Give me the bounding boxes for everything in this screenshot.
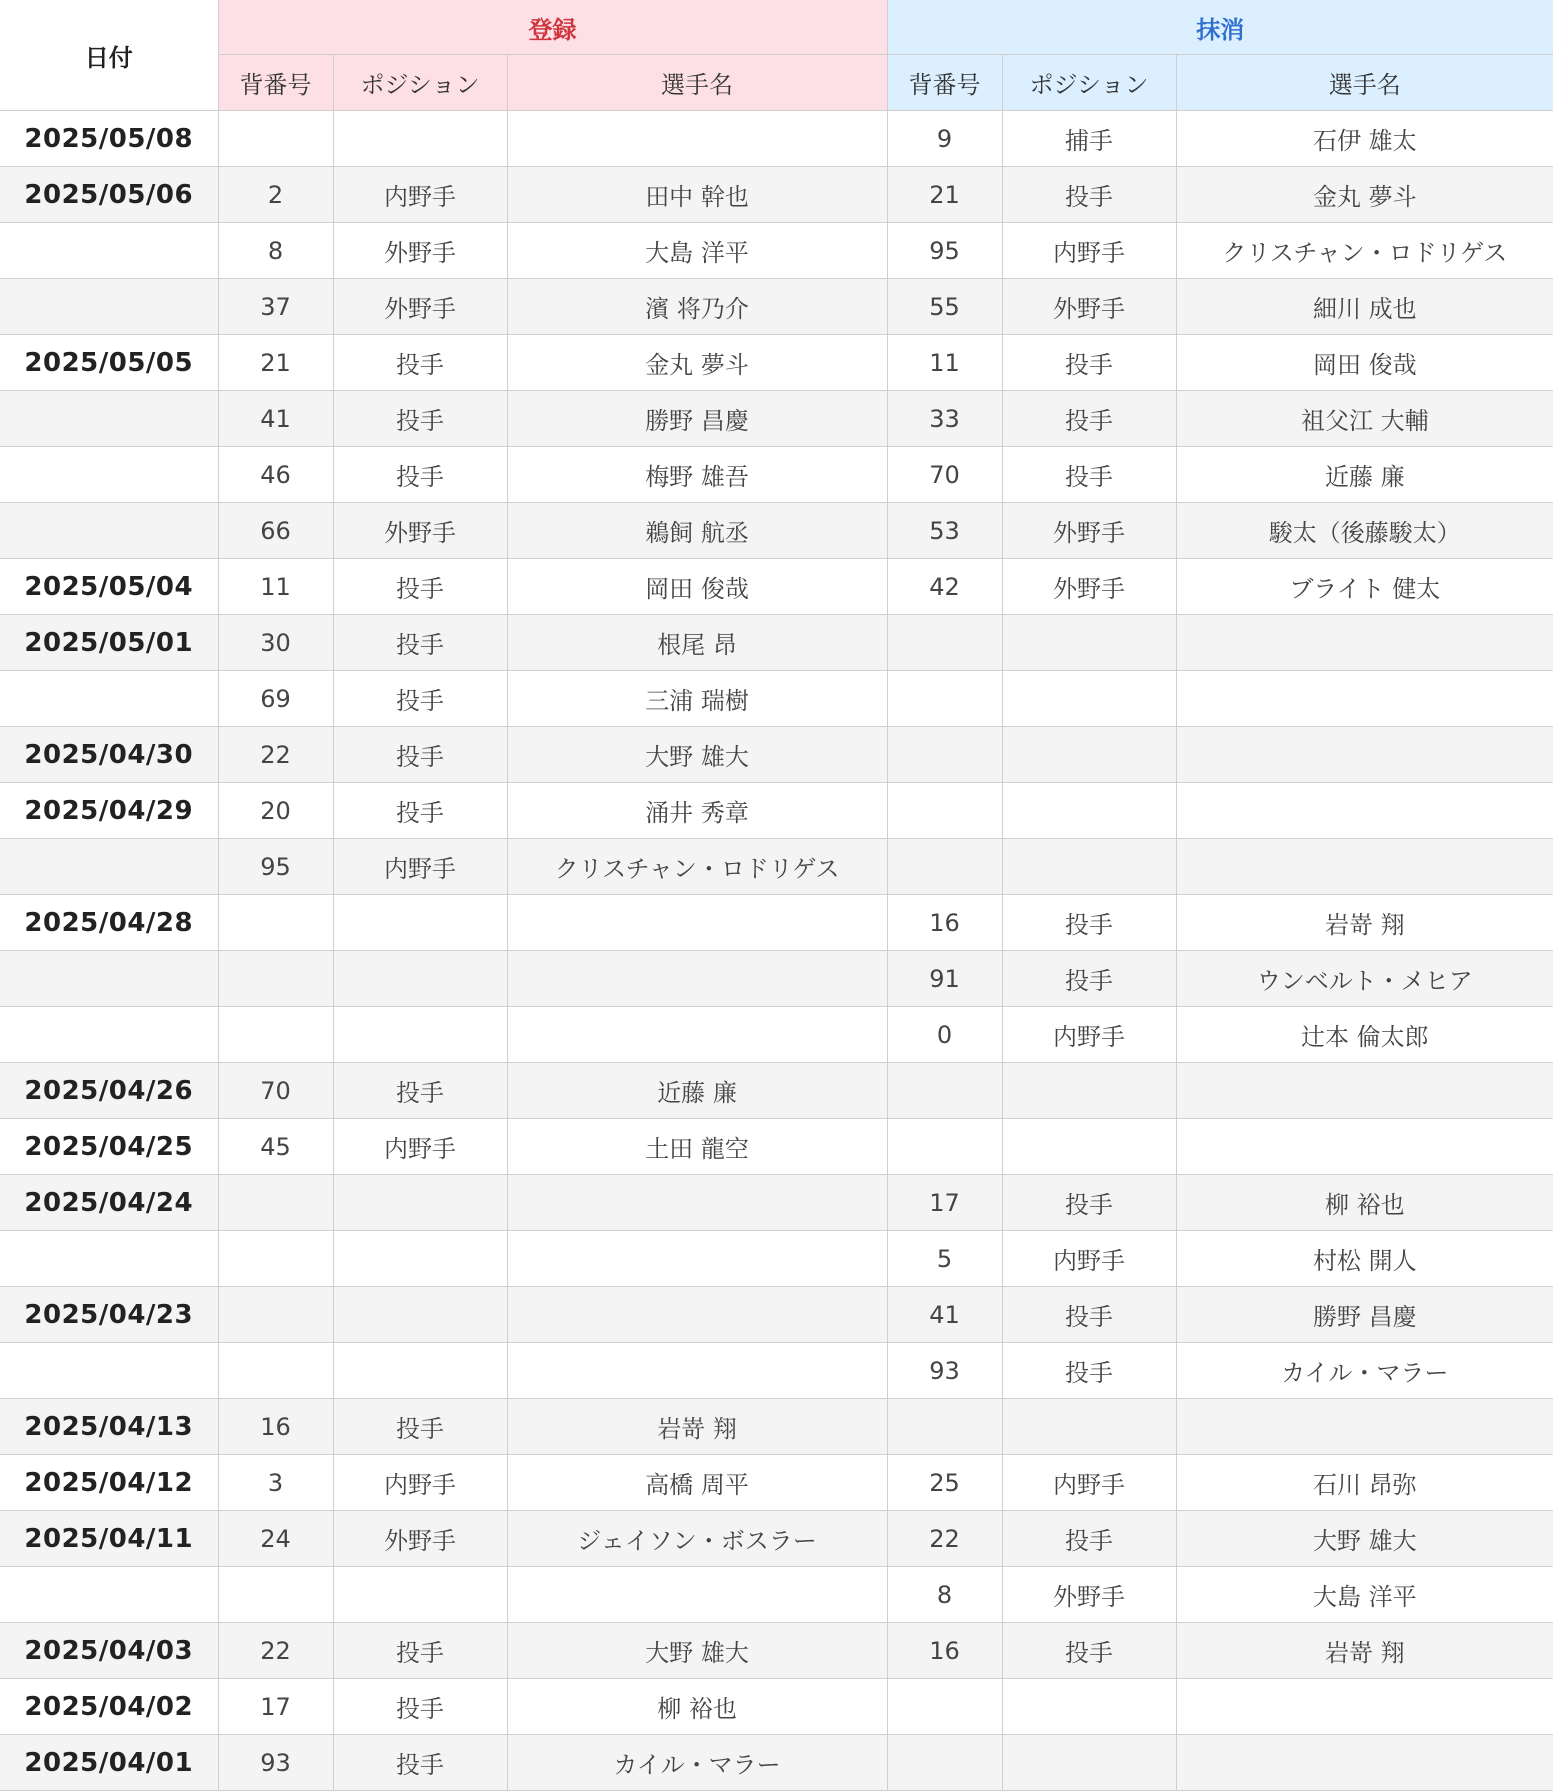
delete-number-cell: 21 <box>887 167 1002 223</box>
table-row <box>0 1007 1553 1063</box>
date-cell: 2025/04/30 <box>0 727 218 783</box>
delete-player-cell: 細川 成也 <box>1176 279 1553 335</box>
register-number-cell <box>218 1343 333 1399</box>
delete-number-cell: 33 <box>887 391 1002 447</box>
register-number-cell <box>218 1231 333 1287</box>
date-cell: 2025/05/01 <box>0 615 218 671</box>
register-number-cell: 24 <box>218 1511 333 1567</box>
register-position-cell: 投手 <box>333 559 507 615</box>
delete-position-cell: 投手 <box>1002 1287 1176 1343</box>
register-position-cell: 投手 <box>333 1623 507 1679</box>
delete-position-cell <box>1002 1063 1176 1119</box>
date-cell <box>0 223 218 279</box>
register-number-cell <box>218 1175 333 1231</box>
delete-player-cell: 勝野 昌慶 <box>1176 1287 1553 1343</box>
delete-position-cell: 投手 <box>1002 335 1176 391</box>
date-cell <box>0 1231 218 1287</box>
register-position-cell: 投手 <box>333 1063 507 1119</box>
delete-number-cell <box>887 1735 1002 1791</box>
delete-number-cell: 16 <box>887 1623 1002 1679</box>
register-player-header: 選手名 <box>507 55 887 111</box>
register-position-cell: 内野手 <box>333 167 507 223</box>
table-row <box>0 1399 1553 1455</box>
table-row <box>0 727 1553 783</box>
delete-player-cell: 祖父江 大輔 <box>1176 391 1553 447</box>
delete-player-cell: 柳 裕也 <box>1176 1175 1553 1231</box>
delete-position-cell <box>1002 783 1176 839</box>
register-player-cell <box>507 1007 887 1063</box>
delete-number-cell: 8 <box>887 1567 1002 1623</box>
delete-number-cell <box>887 839 1002 895</box>
register-number-cell: 37 <box>218 279 333 335</box>
delete-number-cell: 42 <box>887 559 1002 615</box>
register-position-cell: 投手 <box>333 447 507 503</box>
register-position-cell: 投手 <box>333 1399 507 1455</box>
delete-position-cell: 投手 <box>1002 951 1176 1007</box>
delete-position-cell: 内野手 <box>1002 1007 1176 1063</box>
register-player-cell: 勝野 昌慶 <box>507 391 887 447</box>
delete-player-cell <box>1176 727 1553 783</box>
register-number-cell: 30 <box>218 615 333 671</box>
register-number-cell <box>218 1287 333 1343</box>
delete-number-cell: 5 <box>887 1231 1002 1287</box>
register-number-cell: 93 <box>218 1735 333 1791</box>
delete-position-cell: 投手 <box>1002 1511 1176 1567</box>
date-cell: 2025/04/11 <box>0 1511 218 1567</box>
register-player-cell: 近藤 廉 <box>507 1063 887 1119</box>
register-number-cell: 3 <box>218 1455 333 1511</box>
delete-player-cell: 石伊 雄太 <box>1176 111 1553 167</box>
register-position-cell: 投手 <box>333 615 507 671</box>
delete-position-cell: 捕手 <box>1002 111 1176 167</box>
date-cell: 2025/04/29 <box>0 783 218 839</box>
date-column-header: 日付 <box>0 0 218 111</box>
delete-player-cell: クリスチャン・ロドリゲス <box>1176 223 1553 279</box>
delete-position-cell: 投手 <box>1002 1623 1176 1679</box>
register-player-cell <box>507 1343 887 1399</box>
table-row <box>0 1679 1553 1735</box>
register-player-cell: 大野 雄大 <box>507 727 887 783</box>
transactions-body <box>0 111 1553 1791</box>
table-row <box>0 1511 1553 1567</box>
register-player-cell: 梅野 雄吾 <box>507 447 887 503</box>
delete-position-cell: 内野手 <box>1002 223 1176 279</box>
register-player-cell: 高橋 周平 <box>507 1455 887 1511</box>
delete-player-cell: 大野 雄大 <box>1176 1511 1553 1567</box>
date-cell: 2025/04/03 <box>0 1623 218 1679</box>
delete-number-cell <box>887 615 1002 671</box>
delete-player-cell: 村松 開人 <box>1176 1231 1553 1287</box>
register-player-cell: 鵜飼 航丞 <box>507 503 887 559</box>
register-player-cell <box>507 111 887 167</box>
table-row <box>0 1119 1553 1175</box>
delete-player-cell: ウンベルト・メヒア <box>1176 951 1553 1007</box>
delete-group-header: 抹消 <box>887 0 1553 55</box>
register-player-cell: 岡田 俊哉 <box>507 559 887 615</box>
register-position-cell: 投手 <box>333 671 507 727</box>
register-number-cell: 11 <box>218 559 333 615</box>
register-player-cell: 三浦 瑞樹 <box>507 671 887 727</box>
date-cell <box>0 391 218 447</box>
register-position-cell: 外野手 <box>333 279 507 335</box>
register-position-cell: 投手 <box>333 335 507 391</box>
table-row <box>0 671 1553 727</box>
delete-position-cell <box>1002 1119 1176 1175</box>
table-row <box>0 1623 1553 1679</box>
delete-position-cell: 投手 <box>1002 447 1176 503</box>
register-player-cell: 涌井 秀章 <box>507 783 887 839</box>
date-cell <box>0 447 218 503</box>
register-number-cell <box>218 111 333 167</box>
delete-number-cell <box>887 1119 1002 1175</box>
table-row <box>0 895 1553 951</box>
delete-position-cell <box>1002 1399 1176 1455</box>
delete-number-cell: 17 <box>887 1175 1002 1231</box>
delete-player-cell: 金丸 夢斗 <box>1176 167 1553 223</box>
register-number-cell: 70 <box>218 1063 333 1119</box>
register-player-cell: 濱 将乃介 <box>507 279 887 335</box>
table-row <box>0 1287 1553 1343</box>
date-cell: 2025/04/12 <box>0 1455 218 1511</box>
delete-number-cell: 9 <box>887 111 1002 167</box>
register-player-cell: ジェイソン・ボスラー <box>507 1511 887 1567</box>
delete-player-cell <box>1176 671 1553 727</box>
register-position-cell <box>333 1175 507 1231</box>
delete-player-cell: 辻本 倫太郎 <box>1176 1007 1553 1063</box>
register-position-cell <box>333 1287 507 1343</box>
register-player-cell: 金丸 夢斗 <box>507 335 887 391</box>
date-cell: 2025/04/02 <box>0 1679 218 1735</box>
register-player-cell: 田中 幹也 <box>507 167 887 223</box>
register-number-cell: 16 <box>218 1399 333 1455</box>
table-row <box>0 1231 1553 1287</box>
date-cell: 2025/04/01 <box>0 1735 218 1791</box>
delete-player-cell <box>1176 839 1553 895</box>
delete-player-header: 選手名 <box>1176 55 1553 111</box>
register-player-cell <box>507 1567 887 1623</box>
table-row <box>0 1455 1553 1511</box>
table-row <box>0 1175 1553 1231</box>
date-cell <box>0 671 218 727</box>
table-row <box>0 335 1553 391</box>
register-number-cell: 46 <box>218 447 333 503</box>
delete-position-cell: 内野手 <box>1002 1231 1176 1287</box>
delete-player-cell <box>1176 1735 1553 1791</box>
table-row <box>0 559 1553 615</box>
delete-number-cell <box>887 783 1002 839</box>
date-cell <box>0 839 218 895</box>
register-player-cell <box>507 1231 887 1287</box>
register-position-cell <box>333 951 507 1007</box>
delete-position-cell: 外野手 <box>1002 559 1176 615</box>
register-position-cell: 内野手 <box>333 1119 507 1175</box>
register-player-cell: 柳 裕也 <box>507 1679 887 1735</box>
register-position-cell <box>333 1567 507 1623</box>
register-position-header: ポジション <box>333 55 507 111</box>
date-cell: 2025/04/23 <box>0 1287 218 1343</box>
delete-player-cell: 近藤 廉 <box>1176 447 1553 503</box>
table-row <box>0 447 1553 503</box>
delete-position-cell: 内野手 <box>1002 1455 1176 1511</box>
register-position-cell: 外野手 <box>333 1511 507 1567</box>
delete-player-cell <box>1176 1399 1553 1455</box>
date-cell <box>0 279 218 335</box>
delete-player-cell <box>1176 783 1553 839</box>
register-number-cell: 21 <box>218 335 333 391</box>
register-number-cell: 95 <box>218 839 333 895</box>
register-number-cell <box>218 1007 333 1063</box>
register-number-cell: 8 <box>218 223 333 279</box>
register-number-cell: 17 <box>218 1679 333 1735</box>
delete-number-cell <box>887 671 1002 727</box>
register-player-cell: クリスチャン・ロドリゲス <box>507 839 887 895</box>
delete-number-cell: 16 <box>887 895 1002 951</box>
date-cell: 2025/04/24 <box>0 1175 218 1231</box>
delete-position-cell: 外野手 <box>1002 503 1176 559</box>
date-cell: 2025/05/04 <box>0 559 218 615</box>
table-row <box>0 615 1553 671</box>
register-player-cell <box>507 1175 887 1231</box>
register-number-cell: 69 <box>218 671 333 727</box>
register-number-cell: 22 <box>218 1623 333 1679</box>
delete-number-cell: 41 <box>887 1287 1002 1343</box>
delete-player-cell: カイル・マラー <box>1176 1343 1553 1399</box>
register-position-cell: 投手 <box>333 1735 507 1791</box>
date-cell: 2025/05/08 <box>0 111 218 167</box>
delete-number-cell: 93 <box>887 1343 1002 1399</box>
date-cell: 2025/04/26 <box>0 1063 218 1119</box>
register-number-header: 背番号 <box>218 55 333 111</box>
register-position-cell <box>333 1007 507 1063</box>
register-number-cell <box>218 951 333 1007</box>
register-number-cell: 45 <box>218 1119 333 1175</box>
register-position-cell <box>333 1343 507 1399</box>
register-position-cell <box>333 1231 507 1287</box>
register-position-cell <box>333 895 507 951</box>
date-cell: 2025/04/28 <box>0 895 218 951</box>
delete-player-cell <box>1176 615 1553 671</box>
register-position-cell: 投手 <box>333 1679 507 1735</box>
table-row <box>0 951 1553 1007</box>
delete-number-cell: 22 <box>887 1511 1002 1567</box>
delete-number-cell <box>887 1399 1002 1455</box>
register-position-cell: 投手 <box>333 783 507 839</box>
delete-player-cell <box>1176 1679 1553 1735</box>
table-row <box>0 503 1553 559</box>
delete-player-cell: 石川 昂弥 <box>1176 1455 1553 1511</box>
delete-number-cell: 70 <box>887 447 1002 503</box>
delete-position-cell: 投手 <box>1002 167 1176 223</box>
delete-number-cell: 11 <box>887 335 1002 391</box>
register-player-cell: 大島 洋平 <box>507 223 887 279</box>
delete-player-cell <box>1176 1119 1553 1175</box>
delete-player-cell: 岩嵜 翔 <box>1176 895 1553 951</box>
register-player-cell: カイル・マラー <box>507 1735 887 1791</box>
delete-number-cell: 25 <box>887 1455 1002 1511</box>
register-number-cell: 22 <box>218 727 333 783</box>
date-cell: 2025/05/05 <box>0 335 218 391</box>
register-position-cell: 投手 <box>333 391 507 447</box>
delete-number-cell: 53 <box>887 503 1002 559</box>
delete-player-cell: 岡田 俊哉 <box>1176 335 1553 391</box>
delete-player-cell: 大島 洋平 <box>1176 1567 1553 1623</box>
register-number-cell: 66 <box>218 503 333 559</box>
date-cell: 2025/04/25 <box>0 1119 218 1175</box>
table-row <box>0 1567 1553 1623</box>
delete-position-cell <box>1002 615 1176 671</box>
delete-position-cell: 投手 <box>1002 1175 1176 1231</box>
date-cell <box>0 1343 218 1399</box>
register-player-cell: 岩嵜 翔 <box>507 1399 887 1455</box>
delete-position-cell <box>1002 839 1176 895</box>
date-cell <box>0 951 218 1007</box>
date-cell: 2025/04/13 <box>0 1399 218 1455</box>
table-row <box>0 111 1553 167</box>
delete-number-cell <box>887 727 1002 783</box>
delete-player-cell: 駿太（後藤駿太） <box>1176 503 1553 559</box>
table-row <box>0 279 1553 335</box>
register-position-cell: 外野手 <box>333 223 507 279</box>
register-player-cell <box>507 895 887 951</box>
delete-number-cell: 55 <box>887 279 1002 335</box>
register-number-cell: 41 <box>218 391 333 447</box>
register-player-cell: 根尾 昂 <box>507 615 887 671</box>
register-position-cell: 外野手 <box>333 503 507 559</box>
delete-player-cell: ブライト 健太 <box>1176 559 1553 615</box>
register-player-cell: 土田 龍空 <box>507 1119 887 1175</box>
date-cell: 2025/05/06 <box>0 167 218 223</box>
delete-position-cell: 外野手 <box>1002 1567 1176 1623</box>
delete-position-cell <box>1002 727 1176 783</box>
delete-number-cell <box>887 1063 1002 1119</box>
table-row <box>0 1343 1553 1399</box>
delete-position-cell: 外野手 <box>1002 279 1176 335</box>
delete-position-header: ポジション <box>1002 55 1176 111</box>
delete-player-cell: 岩嵜 翔 <box>1176 1623 1553 1679</box>
table-row <box>0 1063 1553 1119</box>
delete-position-cell <box>1002 1679 1176 1735</box>
register-number-cell: 20 <box>218 783 333 839</box>
delete-number-cell: 95 <box>887 223 1002 279</box>
table-row <box>0 1735 1553 1791</box>
register-position-cell: 内野手 <box>333 1455 507 1511</box>
delete-position-cell: 投手 <box>1002 391 1176 447</box>
register-number-cell: 2 <box>218 167 333 223</box>
register-player-cell <box>507 951 887 1007</box>
delete-number-header: 背番号 <box>887 55 1002 111</box>
register-player-cell <box>507 1287 887 1343</box>
register-number-cell <box>218 895 333 951</box>
register-group-header: 登録 <box>218 0 887 55</box>
date-cell <box>0 1567 218 1623</box>
register-position-cell: 投手 <box>333 727 507 783</box>
register-number-cell <box>218 1567 333 1623</box>
table-row <box>0 391 1553 447</box>
table-row <box>0 167 1553 223</box>
delete-position-cell: 投手 <box>1002 895 1176 951</box>
register-player-cell: 大野 雄大 <box>507 1623 887 1679</box>
delete-player-cell <box>1176 1063 1553 1119</box>
delete-position-cell: 投手 <box>1002 1343 1176 1399</box>
register-position-cell: 内野手 <box>333 839 507 895</box>
register-position-cell <box>333 111 507 167</box>
date-cell <box>0 503 218 559</box>
delete-number-cell: 0 <box>887 1007 1002 1063</box>
table-row <box>0 839 1553 895</box>
delete-number-cell: 91 <box>887 951 1002 1007</box>
date-cell <box>0 1007 218 1063</box>
delete-position-cell <box>1002 671 1176 727</box>
table-row <box>0 223 1553 279</box>
table-row <box>0 783 1553 839</box>
delete-number-cell <box>887 1679 1002 1735</box>
delete-position-cell <box>1002 1735 1176 1791</box>
